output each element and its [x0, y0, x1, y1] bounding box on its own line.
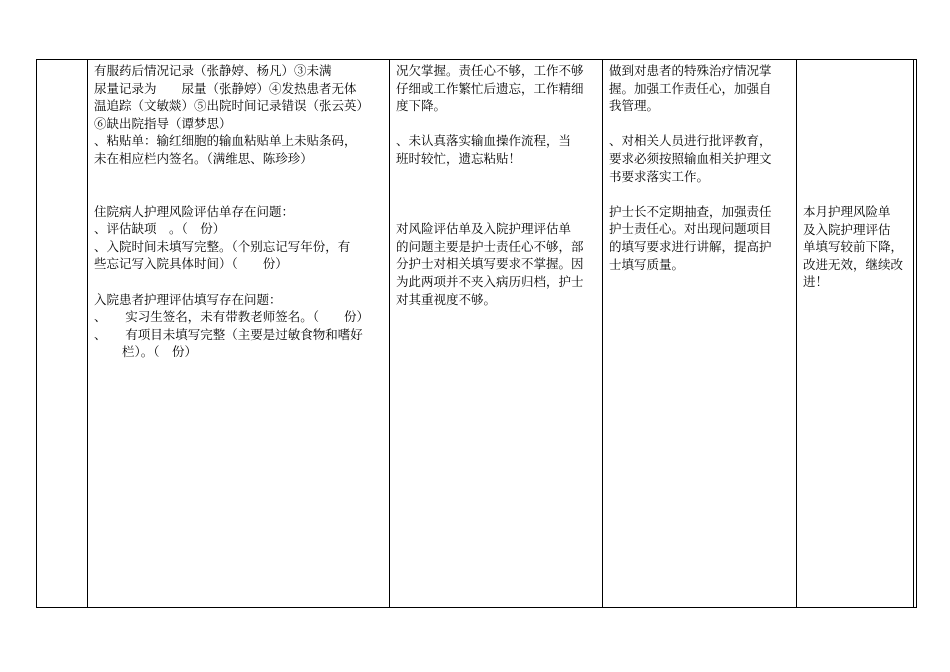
text-line: 、未认真落实输血操作流程，当 [396, 133, 572, 149]
text-line: 尿量记录为 尿量（张静婷）④发热患者无体 [94, 80, 357, 96]
column-border-6 [913, 59, 914, 608]
text-line: 、对相关人员进行批评教育， [609, 133, 772, 149]
text-line: 我管理。 [609, 98, 660, 114]
text-line: 、入院时间未填写完整。（个别忘记写年份，有 [94, 238, 351, 254]
text-line: 住院病人护理风险评估单存在问题： [94, 203, 295, 219]
column-border-7 [916, 59, 917, 608]
text-line: 温追踪（文敏燚）⑤出院时间记录错误（张云英） [94, 98, 370, 114]
table-top-border [36, 59, 917, 60]
corrective-measures-cell [609, 62, 772, 273]
text-line: 况欠掌握。责任心不够，工作不够 [396, 63, 584, 78]
text-line: 本月护理风险单 [803, 204, 891, 219]
text-line: 、评估缺项 。（ 份） [94, 221, 226, 237]
text-line: 护士长不定期抽查，加强责任 [609, 203, 772, 219]
cause-analysis-cell [396, 62, 584, 308]
column-border-3 [389, 59, 390, 608]
text-line: 士填写质量。 [609, 256, 685, 272]
text-line: 分护士对相关填写要求不掌握。因 [396, 256, 584, 272]
problem-description-cell [94, 62, 369, 361]
text-line: 改进无效，继续改 [803, 256, 904, 272]
text-line: 些忘记写入院具体时间）（ 份） [94, 256, 288, 272]
text-line: 及入院护理评估 [803, 221, 891, 237]
text-line: 护士责任心。对出现问题项目 [609, 221, 772, 237]
table-bottom-border [36, 607, 917, 608]
text-line: 未在相应栏内签名。（满维思、陈珍珍） [94, 150, 313, 166]
text-line: 为此两项并不夹入病历归档，护士 [396, 273, 584, 289]
column-border-1 [36, 59, 37, 608]
column-border-2 [87, 59, 88, 608]
text-line: 做到对患者的特殊治疗情况掌 [609, 63, 772, 78]
text-line: 进！ [803, 274, 829, 290]
text-line: 度下降。 [396, 98, 447, 114]
text-line: ⑥缺出院指导（谭梦思） [94, 115, 232, 131]
text-line: 对风险评估单及入院护理评估单 [396, 221, 572, 237]
column-border-4 [602, 59, 603, 608]
text-line: 、 实习生签名，未有带教老师签名。（ 份） [94, 309, 370, 325]
column-border-5 [796, 59, 797, 608]
text-line: 、 有项目未填写完整（主要是过敏食物和嗜好 [94, 326, 363, 342]
text-line: 的填写要求进行讲解，提高护 [609, 238, 772, 254]
effect-evaluation-cell [803, 203, 903, 291]
text-line: 的问题主要是护士责任心不够，部 [396, 238, 584, 254]
text-line: 、粘贴单：输红细胞的输血粘贴单上未贴条码， [94, 133, 357, 149]
text-line: 入院患者护理评估填写存在问题： [94, 291, 282, 307]
text-line: 要求必须按照输血相关护理文 [609, 150, 772, 166]
text-line: 有服药后情况记录（张静婷、杨凡）③未满 [94, 63, 332, 78]
text-line: 仔细或工作繁忙后遗忘，工作精细 [396, 80, 584, 96]
text-line: 握。加强工作责任心，加强自 [609, 80, 772, 96]
text-line: 单填写较前下降， [803, 239, 904, 255]
text-line: 栏）。（ 份） [122, 344, 198, 360]
text-line: 对其重视度不够。 [396, 291, 497, 307]
text-line: 班时较忙，遗忘粘贴！ [396, 150, 522, 166]
text-line: 书要求落实工作。 [609, 168, 710, 184]
report-table [36, 59, 917, 608]
